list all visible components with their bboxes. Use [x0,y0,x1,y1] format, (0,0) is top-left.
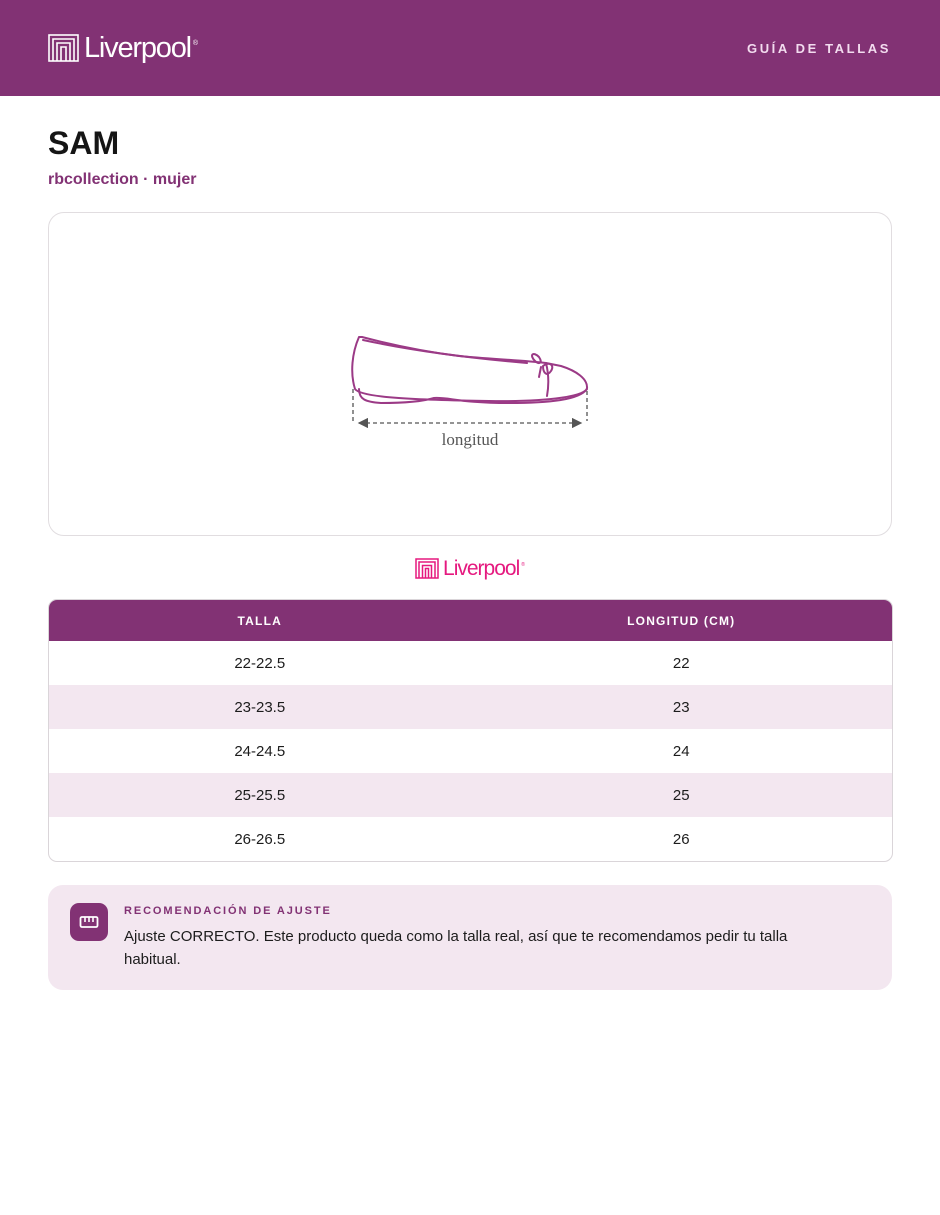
size-guide-link[interactable]: GUÍA DE TALLAS [746,40,891,56]
main-content [48,96,892,990]
size-cell: 26-26.5 [234,830,286,848]
length-cell: 26 [672,830,690,848]
table-row [49,817,892,861]
fit-heading: RECOMENDACIÓN DE AJUSTE [124,905,332,917]
length-cell: 23 [672,698,690,716]
size-cell: 25-25.5 [234,786,286,804]
shoe-measure-figure [48,212,892,536]
liverpool-wordmark: Liverpool [443,557,520,580]
liverpool-mark-icon [48,34,79,62]
liverpool-mark-icon [415,558,439,579]
table-row [49,773,892,817]
registered-mark: ® [521,562,525,568]
length-cell: 24 [672,742,690,760]
product-subtitle: rbcollection · mujer [48,171,197,188]
length-cell: 25 [672,786,690,804]
liverpool-logo-secondary [48,558,892,579]
table-header [49,600,892,641]
registered-mark: ® [192,39,199,47]
header-length: LONGITUD (CM) [627,613,736,628]
ruler-icon [70,903,108,941]
size-cell: 23-23.5 [234,698,286,716]
flat-shoe-icon [49,213,893,537]
product-title: SAM [48,125,120,161]
table-row [49,685,892,729]
size-table [48,599,893,862]
liverpool-logo[interactable] [48,31,199,64]
fit-recommendation [48,885,892,990]
liverpool-wordmark: Liverpool [84,31,191,64]
header-size: TALLA [237,613,282,628]
size-cell: 22-22.5 [234,654,286,672]
table-row [49,729,892,773]
length-cell: 22 [672,654,690,672]
fit-text: Ajuste CORRECTO. Este producto queda como la talla real, así que te recomendamos pedir tu talla habitual. [124,928,788,968]
table-row [49,641,892,685]
length-label: longitud [441,430,499,449]
top-bar [0,0,940,96]
size-cell: 24-24.5 [234,742,286,760]
